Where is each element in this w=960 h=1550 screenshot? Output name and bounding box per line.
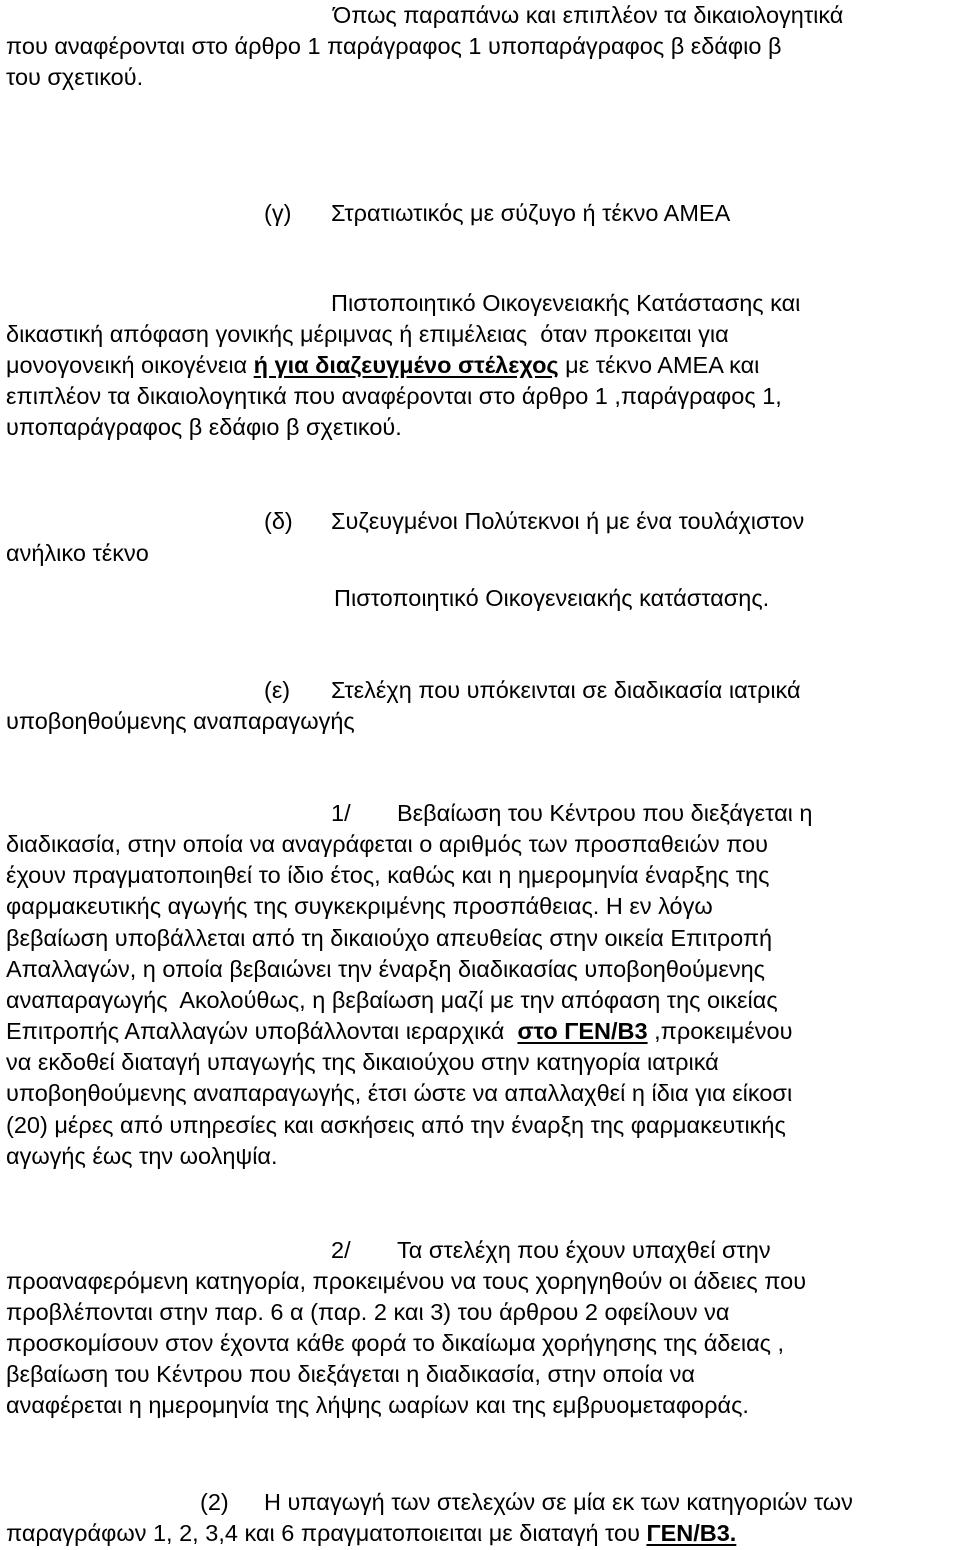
text-line: Όπως παραπάνω και επιπλέον τα δικαιολογητικά (333, 2, 844, 28)
text-span: με τέκνο ΑΜΕΑ και (558, 352, 760, 378)
emphasis-text: ή για διαζευγμένο στέλεχος (253, 352, 559, 378)
text-line (6, 1518, 736, 1548)
text-line: Πιστοποιητικό Οικογενειακής κατάστασης. (334, 585, 770, 611)
item-title-e: Στελέχη που υπόκεινται σε διαδικασία ιατρικά (331, 677, 801, 703)
text-line: (20) μέρες από υπηρεσίες και ασκήσεις από την έναρξη της φαρμακευτικής (6, 1112, 786, 1138)
text-line: υποπαράγραφος β εδάφιο β σχετικού. (6, 414, 402, 440)
text-line: διαδικασία, στην οποία να αναγράφεται ο αριθμός των προσπαθειών που (6, 831, 768, 857)
text-line: προαναφερόμενη κατηγορία, προκειμένου να τους χορηγηθούν οι άδειες που (6, 1268, 807, 1294)
text-span: μονογονεική οικογένεια (6, 352, 254, 378)
section-marker-2: (2) (200, 1489, 229, 1515)
text-span: Επιτροπής Απαλλαγών υποβάλλονται ιεραρχικά (6, 1018, 518, 1044)
item-title-d: Συζευγμένοι Πολύτεκνοι ή με ένα τουλάχιστον (331, 508, 805, 534)
text-line: Βεβαίωση του Κέντρου που διεξάγεται η (397, 800, 813, 826)
item-marker-e: (ε) (264, 677, 291, 703)
text-span: ,προκειμένου (647, 1018, 793, 1044)
text-line: βεβαίωση υποβάλλεται από τη δικαιούχο απευθείας στην οικεία Επιτροπή (6, 925, 773, 951)
text-line: προσκομίσουν στον έχοντα κάθε φορά το δικαίωμα χορήγησης της άδειας , (6, 1330, 785, 1356)
text-line: υποβοηθούμενης αναπαραγωγής (6, 708, 355, 734)
text-line: που αναφέρονται στο άρθρο 1 παράγραφος 1 υποπαράγραφος β εδάφιο β (6, 33, 782, 59)
text-line: βεβαίωση του Κέντρου που διεξάγεται η διαδικασία, στην οποία να (6, 1361, 695, 1387)
subitem-number-1: 1/ (331, 800, 351, 826)
text-line: φαρμακευτικής αγωγής της συγκεκριμένης προσπάθειας. Η εν λόγω (6, 893, 713, 919)
text-line: αναπαραγωγής Ακολούθως, η βεβαίωση μαζί με την απόφαση της οικείας (6, 987, 778, 1013)
text-line: να εκδοθεί διαταγή υπαγωγής της δικαιούχου στην κατηγορία ιατρικά (6, 1049, 719, 1075)
text-line: Η υπαγωγή των στελεχών σε μία εκ των κατηγοριών των (264, 1489, 853, 1515)
text-line: επιπλέον τα δικαιολογητικά που αναφέρονται στο άρθρο 1 ,παράγραφος 1, (6, 383, 782, 409)
text-line (6, 1016, 792, 1046)
text-line: αναφέρεται η ημερομηνία της λήψης ωαρίων και της εμβρυομεταφοράς. (6, 1392, 749, 1418)
text-line: υποβοηθούμενης αναπαραγωγής, έτσι ώστε να απαλλαχθεί η ίδια για είκοσι (6, 1080, 793, 1106)
subitem-number-2: 2/ (331, 1237, 351, 1263)
text-line: έχουν πραγματοποιηθεί το ίδιο έτος, καθώς και η ημερομηνία έναρξης της (6, 862, 770, 888)
text-line: προβλέπονται στην παρ. 6 α (παρ. 2 και 3) του άρθρου 2 οφείλουν να (6, 1299, 730, 1325)
item-marker-g: (γ) (264, 200, 292, 226)
text-line (6, 350, 759, 380)
text-line: Πιστοποιητικό Οικογενειακής Κατάστασης και (331, 290, 801, 316)
text-span: παραγράφων 1, 2, 3,4 και 6 πραγματοποιειται με διαταγή του (6, 1520, 647, 1546)
text-line: Απαλλαγών, η οποία βεβαιώνει την έναρξη διαδικασίας υποβοηθούμενης (6, 956, 765, 982)
emphasis-text: στο ΓΕΝ/Β3 (517, 1018, 648, 1044)
text-line: Τα στελέχη που έχουν υπαχθεί στην (397, 1237, 771, 1263)
text-line: αγωγής έως την ωοληψία. (6, 1143, 278, 1169)
emphasis-text: ΓΕΝ/Β3. (646, 1520, 737, 1546)
item-title-g: Στρατιωτικός με σύζυγο ή τέκνο ΑΜΕΑ (331, 200, 731, 226)
text-line: ανήλικο τέκνο (6, 540, 149, 566)
text-line: του σχετικού. (6, 64, 144, 90)
text-line: δικαστική απόφαση γονικής μέριμνας ή επιμέλειας όταν προκειται για (6, 321, 729, 347)
item-marker-d: (δ) (264, 508, 293, 534)
